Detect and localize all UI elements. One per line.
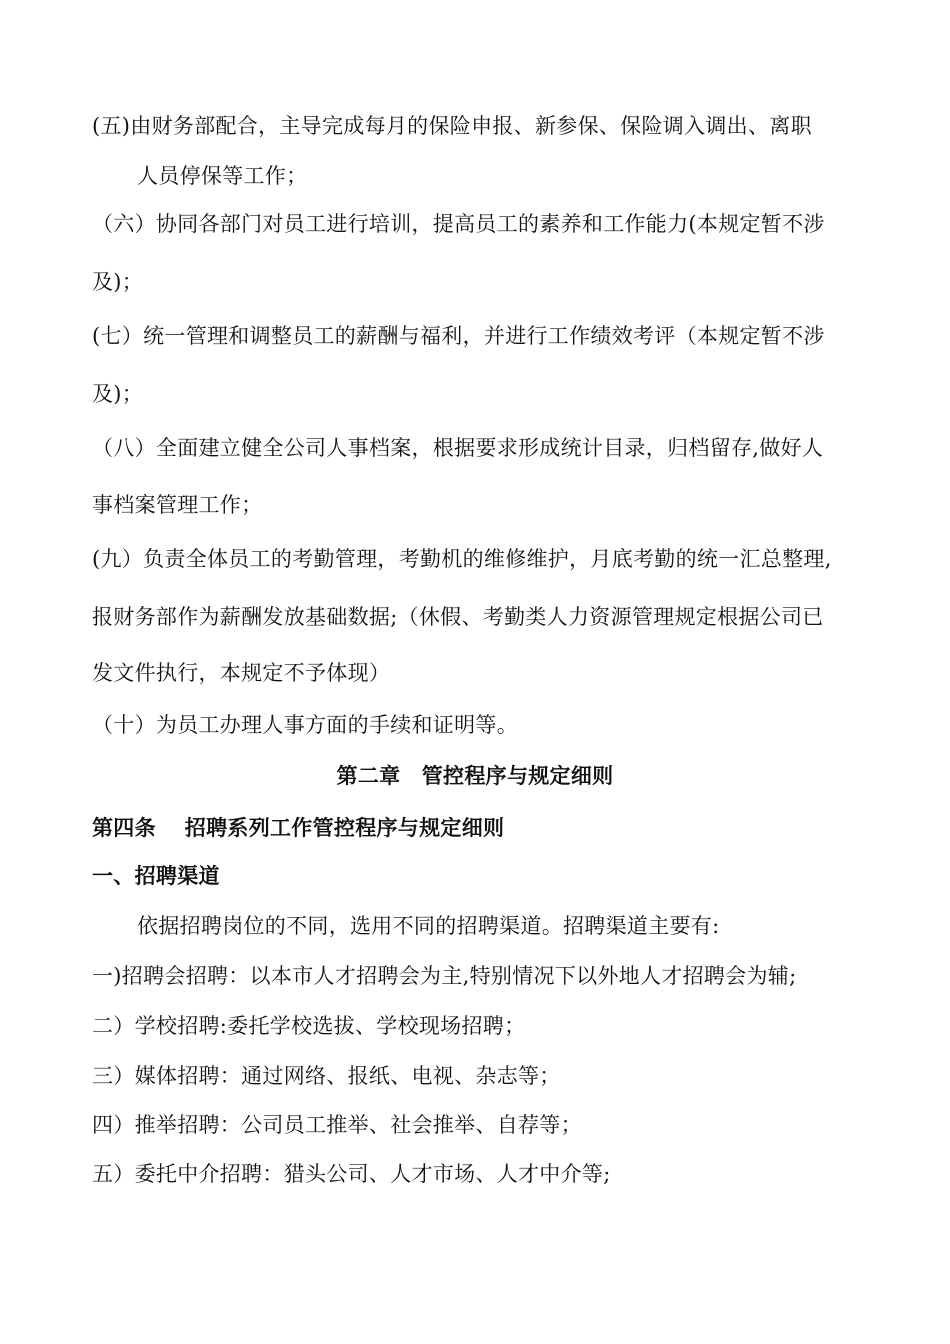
- paragraph-line: 发文件执行，本规定不予体现）: [92, 661, 391, 685]
- chapter-title: 第二章 管控程序与规定细则: [336, 764, 614, 788]
- list-item: 四）推举招聘：公司员工推举、社会推举、自荐等；: [92, 1113, 582, 1137]
- paragraph-line: （六）协同各部门对员工进行培训，提高员工的素养和工作能力(本规定暂不涉: [92, 212, 825, 236]
- paragraph-line: (五)由财务部配合，主导完成每月的保险申报、新参保、保险调入调出、离职: [92, 114, 812, 138]
- paragraph-line: 及)；: [92, 382, 144, 406]
- section-title: 一、招聘渠道: [92, 864, 220, 888]
- paragraph-line: (九）负责全体员工的考勤管理，考勤机的维修维护，月底考勤的统一汇总整理,: [92, 547, 832, 571]
- paragraph-line: 及)；: [92, 270, 144, 294]
- list-item: 五）委托中介招聘：猎头公司、人才市场、人才中介等;: [92, 1162, 611, 1186]
- list-item: 一)招聘会招聘：以本市人才招聘会为主,特别情况下以外地人才招聘会为辅;: [92, 964, 797, 988]
- paragraph-line: (七）统一管理和调整员工的薪酬与福利，并进行工作绩效考评（本规定暂不涉: [92, 324, 825, 348]
- paragraph-line: 人员停保等工作；: [137, 164, 308, 188]
- list-item: 三）媒体招聘：通过网络、报纸、电视、杂志等；: [92, 1064, 561, 1088]
- paragraph-line: 报财务部作为薪酬发放基础数据;（休假、考勤类人力资源管理规定根据公司已: [92, 605, 824, 629]
- paragraph-line: （十）为员工办理人事方面的手续和证明等。: [92, 713, 518, 737]
- article-title: 第四条 招聘系列工作管控程序与规定细则: [92, 816, 505, 840]
- intro-line: 依据招聘岗位的不同，选用不同的招聘渠道。招聘渠道主要有:: [137, 914, 720, 938]
- list-item: 二）学校招聘:委托学校选拔、学校现场招聘；: [92, 1014, 526, 1038]
- paragraph-line: （八）全面建立健全公司人事档案，根据要求形成统计目录，归档留存,做好人: [92, 436, 824, 460]
- paragraph-line: 事档案管理工作；: [92, 493, 263, 517]
